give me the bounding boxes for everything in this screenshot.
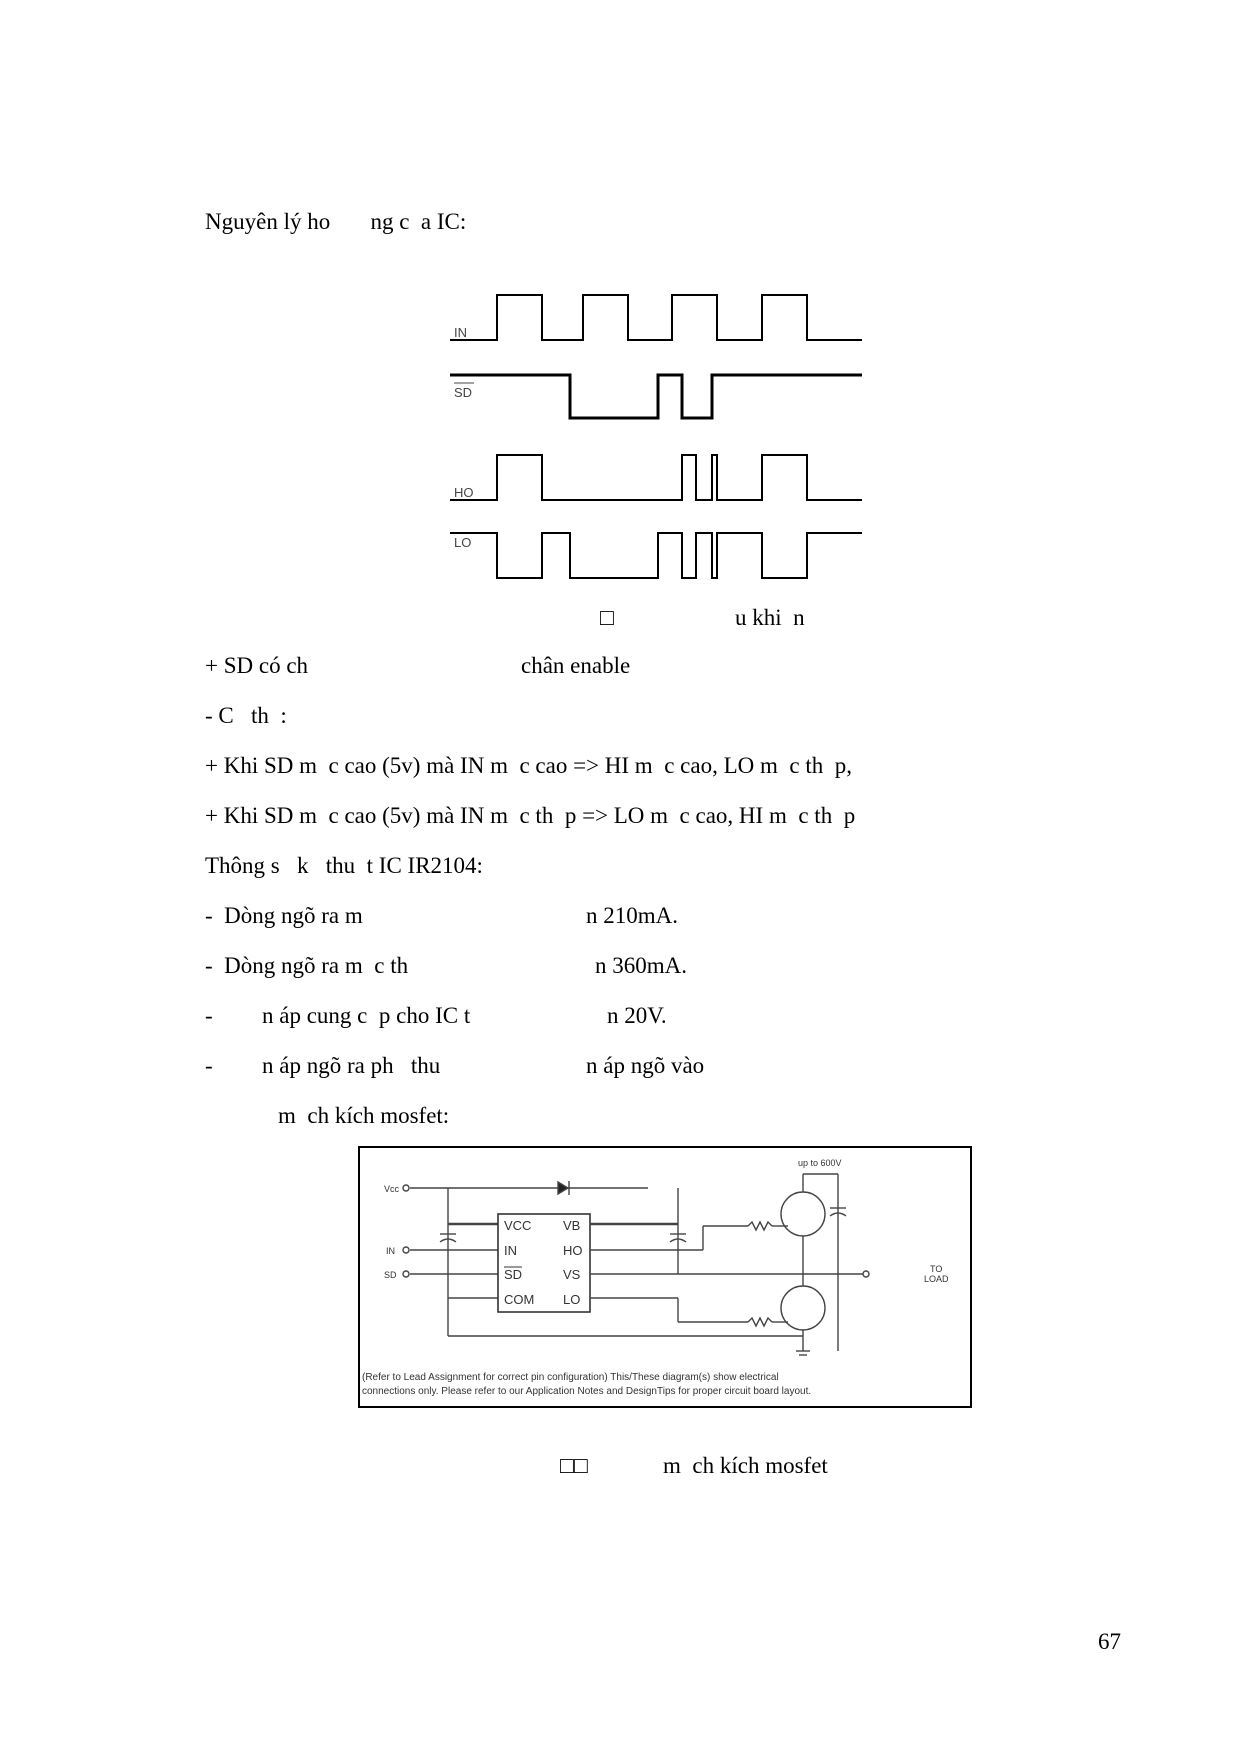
spec-2-a: - Dòng ngõ ra m c th (205, 953, 409, 978)
ic-pin-lo: LO (563, 1292, 581, 1307)
waveform-sd (450, 375, 862, 418)
spec-1-b: n 210mA. (586, 903, 678, 928)
line-sd-a: + SD có ch (205, 653, 309, 678)
schematic-sd: SD (384, 1270, 397, 1280)
ic-pin-ho: HO (563, 1243, 583, 1258)
page-number: 67 (1098, 1629, 1121, 1654)
schematic-figure (358, 1146, 972, 1408)
spec-3-b: n 20V. (607, 1003, 667, 1028)
schematic-to: TO (930, 1264, 943, 1274)
spec-2-b: n 360mA. (595, 953, 687, 978)
waveform-ho (450, 455, 862, 500)
line-sd-high-in-high: + Khi SD m c cao (5v) mà IN m c cao => HI m c cao, LO m c th p, (205, 753, 852, 778)
waveform-in (450, 295, 862, 340)
ic-pin-vcc: VCC (504, 1218, 532, 1233)
label-in: IN (454, 325, 467, 340)
spec-4-a: n áp ngõ ra ph thu (262, 1053, 441, 1078)
circuit-heading: m ch kích mosfet: (278, 1103, 450, 1128)
schematic-up-to: up to 600V (798, 1158, 842, 1168)
label-sd: SD (454, 385, 473, 400)
spec-3-dash: - (205, 1003, 213, 1028)
line-cu-the: - C th : (205, 703, 287, 728)
label-lo: LO (454, 535, 472, 550)
schematic-note-1: (Refer to Lead Assignment for correct pin configuration) This/These diagram(s) show electrical (362, 1372, 779, 1383)
ic-pin-vb: VB (563, 1218, 581, 1233)
spec-heading: Thông s k thu t IC IR2104: (205, 853, 483, 878)
timing-caption-box: □ (600, 605, 614, 630)
line-sd-high-in-low: + Khi SD m c cao (5v) mà IN m c th p => LO m c cao, HI m c th p (205, 803, 856, 828)
timing-caption-text: u khi n (735, 605, 805, 630)
schematic-vcc-in: Vcc (384, 1184, 400, 1194)
ic-pin-in: IN (504, 1243, 517, 1258)
line-sd-b: chân enable (521, 653, 631, 678)
spec-3-a: n áp cung c p cho IC t (262, 1003, 471, 1028)
timing-diagram (450, 285, 870, 585)
figure-caption-box: □□ (560, 1453, 588, 1478)
label-ho: HO (454, 485, 474, 500)
schematic-load: LOAD (924, 1274, 949, 1284)
spec-4-b: n áp ngõ vào (586, 1053, 705, 1078)
ic-pin-com: COM (504, 1292, 535, 1307)
schematic-in: IN (386, 1246, 395, 1256)
ic-pin-sd: SD (504, 1267, 523, 1282)
schematic-note-2: connections only. Please refer to our Application Notes and DesignTips for proper circuit board layout. (362, 1386, 812, 1397)
waveform-lo (450, 533, 862, 578)
spec-1-a: - Dòng ngõ ra m (205, 903, 363, 928)
figure-caption-text: m ch kích mosfet (663, 1453, 828, 1478)
spec-4-dash: - (205, 1053, 213, 1078)
heading: Nguyên lý ho ng c a IC: (205, 209, 467, 234)
ic-pin-vs: VS (563, 1267, 581, 1282)
